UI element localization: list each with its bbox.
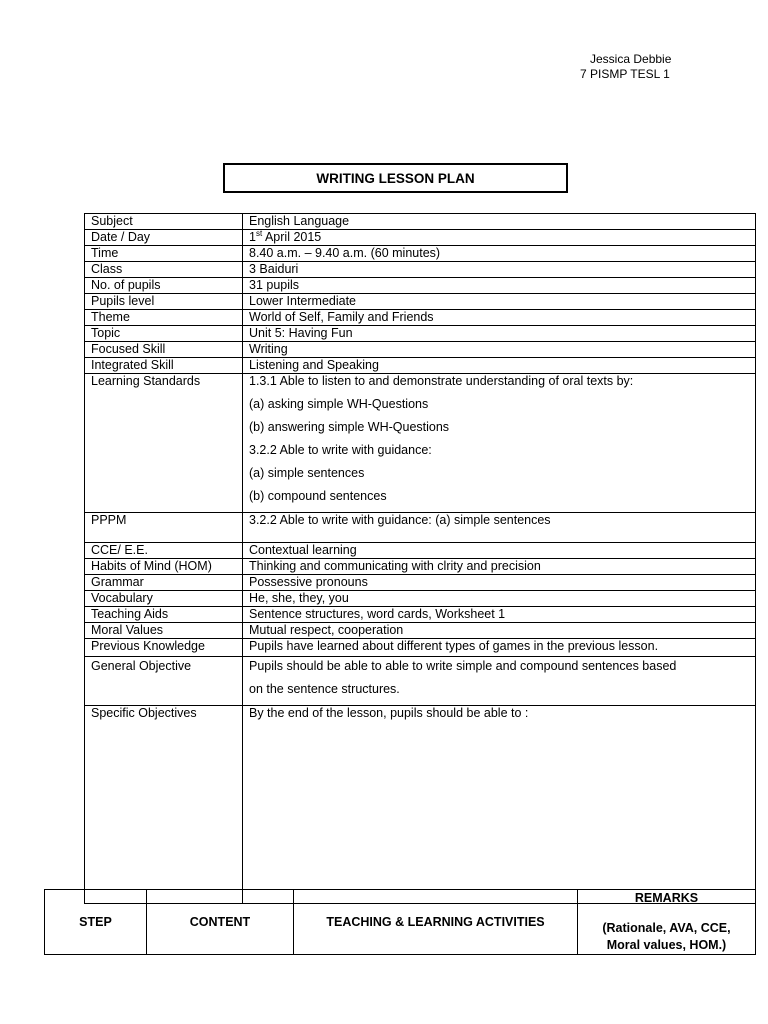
row-label: Moral Values — [85, 623, 243, 639]
row-value: He, she, they, you — [243, 591, 756, 607]
row-label: Previous Knowledge — [85, 639, 243, 657]
table-row — [85, 262, 756, 278]
date-suffix: st — [255, 229, 263, 238]
step-header: STEP — [45, 890, 147, 955]
row-value — [243, 230, 756, 246]
table-row — [85, 214, 756, 230]
remarks-header — [578, 890, 756, 955]
row-label: Integrated Skill — [85, 358, 243, 374]
row-label: Theme — [85, 310, 243, 326]
row-value — [243, 657, 756, 706]
objective-line: on the sentence structures. — [249, 682, 400, 696]
activities-header: TEACHING & LEARNING ACTIVITIES — [294, 890, 578, 955]
row-value: 8.40 a.m. – 9.40 a.m. (60 minutes) — [243, 246, 756, 262]
standard-line: 1.3.1 Able to listen to and demonstrate understanding of oral texts by: — [249, 374, 634, 388]
row-label: Class — [85, 262, 243, 278]
table-row — [85, 591, 756, 607]
standard-line: (a) asking simple WH-Questions — [249, 397, 429, 411]
content-header: CONTENT — [147, 890, 294, 955]
table-row — [85, 294, 756, 310]
table-row — [85, 575, 756, 591]
row-label: Learning Standards — [85, 374, 243, 513]
row-value: Lower Intermediate — [243, 294, 756, 310]
row-value: World of Self, Family and Friends — [243, 310, 756, 326]
row-value: By the end of the lesson, pupils should be able to : — [243, 706, 756, 904]
table-row — [85, 374, 756, 513]
steps-header-table — [44, 889, 756, 955]
table-row — [85, 230, 756, 246]
remarks-line: (Rationale, AVA, CCE, — [602, 921, 731, 935]
date-day: 1 — [249, 230, 256, 244]
page-title: WRITING LESSON PLAN — [223, 163, 568, 193]
table-row — [85, 607, 756, 623]
row-label: Pupils level — [85, 294, 243, 310]
table-row — [85, 358, 756, 374]
row-label: General Objective — [85, 657, 243, 706]
row-label: No. of pupils — [85, 278, 243, 294]
standard-line: 3.2.2 Able to write with guidance: — [249, 443, 432, 457]
table-row — [85, 246, 756, 262]
row-label: Grammar — [85, 575, 243, 591]
row-value — [243, 374, 756, 513]
row-label: Focused Skill — [85, 342, 243, 358]
table-row — [45, 890, 756, 955]
objective-line: Pupils should be able to able to write simple and compound sentences based — [249, 659, 677, 673]
table-row — [85, 513, 756, 543]
row-value: 31 pupils — [243, 278, 756, 294]
standard-line: (b) compound sentences — [249, 489, 387, 503]
row-value: Listening and Speaking — [243, 358, 756, 374]
table-row — [85, 559, 756, 575]
row-label: Specific Objectives — [85, 706, 243, 904]
author-class: 7 PISMP TESL 1 — [580, 67, 670, 81]
date-rest: April 2015 — [262, 230, 322, 244]
remarks-line: Moral values, HOM.) — [606, 938, 727, 952]
author-block — [580, 52, 671, 82]
row-value: Sentence structures, word cards, Worksheet 1 — [243, 607, 756, 623]
row-value: Contextual learning — [243, 543, 756, 559]
row-label: Vocabulary — [85, 591, 243, 607]
row-label: PPPM — [85, 513, 243, 543]
table-row — [85, 310, 756, 326]
row-value: English Language — [243, 214, 756, 230]
table-row — [85, 326, 756, 342]
row-label: Date / Day — [85, 230, 243, 246]
table-row — [85, 623, 756, 639]
row-value: Pupils have learned about different types of games in the previous lesson. — [243, 639, 756, 657]
row-value: 3 Baiduri — [243, 262, 756, 278]
table-row — [85, 342, 756, 358]
table-row — [85, 639, 756, 657]
row-value: Possessive pronouns — [243, 575, 756, 591]
row-label: Habits of Mind (HOM) — [85, 559, 243, 575]
row-label: CCE/ E.E. — [85, 543, 243, 559]
row-label: Subject — [85, 214, 243, 230]
row-label: Time — [85, 246, 243, 262]
row-value: 3.2.2 Able to write with guidance: (a) simple sentences — [243, 513, 756, 543]
table-row — [85, 278, 756, 294]
row-value: Thinking and communicating with clrity and precision — [243, 559, 756, 575]
row-value: Unit 5: Having Fun — [243, 326, 756, 342]
table-row — [85, 543, 756, 559]
standard-line: (a) simple sentences — [249, 466, 365, 480]
table-row — [85, 706, 756, 904]
author-name: Jessica Debbie — [590, 52, 672, 66]
row-label: Teaching Aids — [85, 607, 243, 623]
standard-line: (b) answering simple WH-Questions — [249, 420, 450, 434]
table-row — [85, 657, 756, 706]
row-label: Topic — [85, 326, 243, 342]
lesson-info-table — [84, 213, 756, 904]
row-value: Mutual respect, cooperation — [243, 623, 756, 639]
remarks-title: REMARKS — [634, 891, 699, 905]
row-value: Writing — [243, 342, 756, 358]
